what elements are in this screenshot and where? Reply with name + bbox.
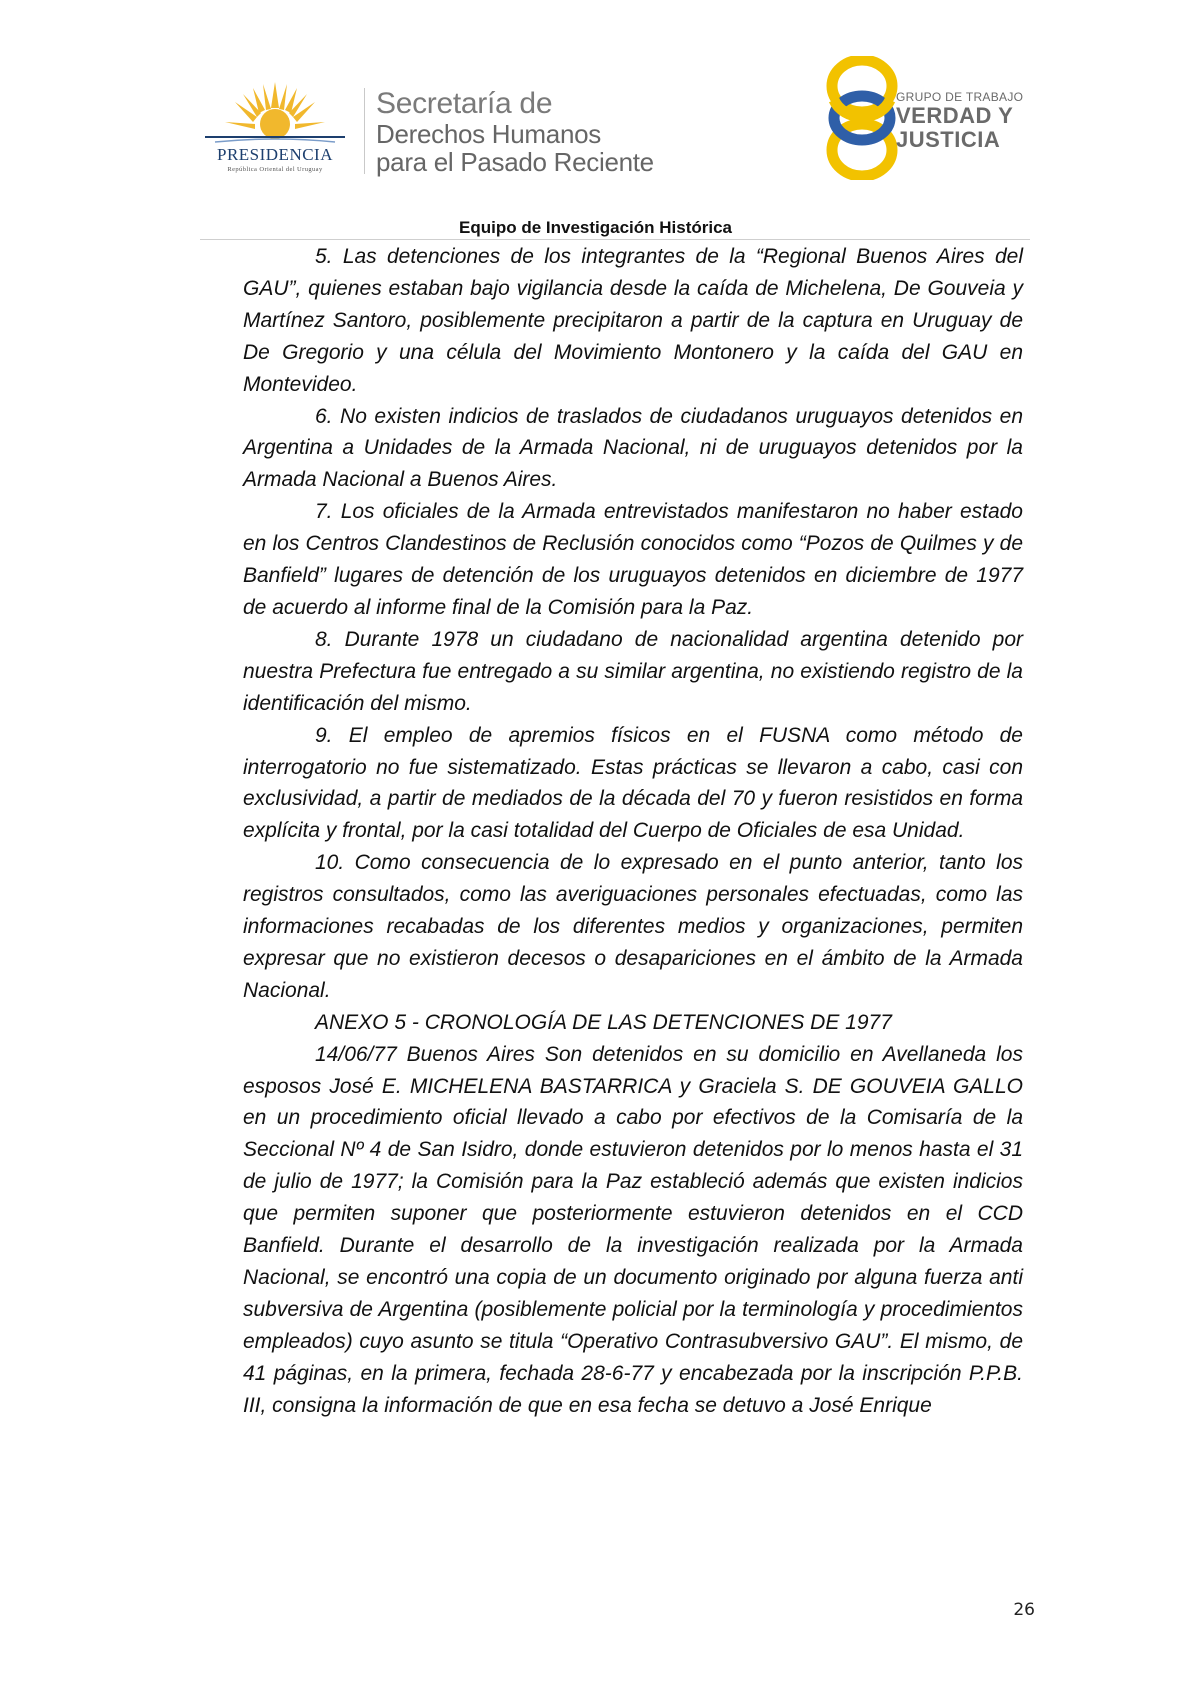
secretaria-line-3: para el Pasado Reciente [376, 147, 654, 177]
grupo-line-3: JUSTICIA [896, 127, 1001, 152]
section-heading: ANEXO 5 - CRONOLOGÍA DE LAS DETENCIONES DE 1977 [315, 1010, 892, 1034]
header-divider [364, 88, 365, 174]
paragraph: 8. Durante 1978 un ciudadano de nacionalidad argentina detenido por nuestra Prefectura fue entregado a su similar argentina, no existiendo registro de la identificación del mismo. [243, 627, 1023, 715]
grupo-line-2: VERDAD Y [896, 103, 1014, 128]
verdad-justicia-text [896, 90, 1023, 152]
secretaria-line-1: Secretaría de [376, 87, 553, 120]
sun-icon [195, 80, 355, 146]
presidencia-logo [195, 80, 355, 175]
secretaria-logo-text [376, 88, 654, 176]
grupo-line-1: GRUPO DE TRABAJO [896, 90, 1024, 104]
paragraph: 6. No existen indicios de traslados de ciudadanos uruguayos detenidos en Argentina a Unidades de la Armada Nacional, ni de uruguayos detenidos por la Armada Nacional a Buenos Aires. [243, 404, 1023, 492]
paragraph: 9. El empleo de apremios físicos en el FUSNA como método de interrogatorio no fue sistematizado. Estas prácticas se llevaron a cabo, casi con exclusividad, a partir de mediados de la década del 70 y fueron resistidos en forma explícita y frontal, por la casi totalidad del Cuerpo de Oficiales de esa Unidad. [243, 723, 1023, 843]
paragraph: 10. Como consecuencia de lo expresado en el punto anterior, tanto los registros consultados, como las averiguaciones personales efectuadas, como las informaciones recabadas de los diferentes medios y organizaciones, permiten expresar que no existieron decesos o desapariciones en el ámbito de la Armada Nacional. [243, 851, 1023, 1002]
page-number: 26 [1013, 1600, 1035, 1620]
paragraph: 5. Las detenciones de los integrantes de la “Regional Buenos Aires del GAU”, quienes estaban bajo vigilancia desde la caída de Michelena, De Gouveia y Martínez Santoro, posiblemente precipitaron a partir de la captura en Uruguay de De Gregorio y una célula del Movimiento Montonero y la caída del GAU en Montevideo. [243, 245, 1023, 396]
header-rule [200, 239, 1030, 240]
paragraph: 14/06/77 Buenos Aires Son detenidos en su domicilio en Avellaneda los esposos José E. MICHELENA BASTARRICA y Graciela S. DE GOUVEIA GALLO en un procedimiento oficial llevado a cabo por efectivos de la Comisaría de la Seccional Nº 4 de San Isidro, donde estuvieron detenidos por lo menos hasta el 31 de julio de 1977; la Comisión para la Paz estableció además que existen indicios que permiten suponer que posteriormente estuvieron detenidos en el CCD Banfield. Durante el desarrollo de la investigación realizada por la Armada Nacional, se encontró una copia de un documento originado por alguna fuerza anti subversiva de Argentina (posiblemente policial por la terminología y procedimientos empleados) cuyo asunto se titula “Operativo Contrasubversivo GAU”. El mismo, de 41 páginas, en la primera, fechada 28-6-77 y encabezada por la inscripción P.P.B. III, consigna la información de que en esa fecha se detuvo a José Enrique [243, 1042, 1023, 1417]
presidencia-name: PRESIDENCIA [216, 145, 333, 164]
team-title: Equipo de Investigación Histórica [459, 218, 732, 237]
paragraph: 7. Los oficiales de la Armada entrevistados manifestaron no haber estado en los Centros Clandestinos de Reclusión conocidos como “Pozos de Quilmes y de Banfield” lugares de detención de los uruguayos detenidos en diciembre de 1977 de acuerdo al informe final de la Comisión para la Paz. [243, 500, 1023, 619]
secretaria-line-2: Derechos Humanos [376, 119, 601, 149]
document-body [243, 241, 1023, 1422]
page-header [0, 0, 1191, 240]
verdad-justicia-rings-icon [822, 56, 902, 180]
presidencia-subtitle: República Oriental del Uruguay [227, 166, 323, 173]
